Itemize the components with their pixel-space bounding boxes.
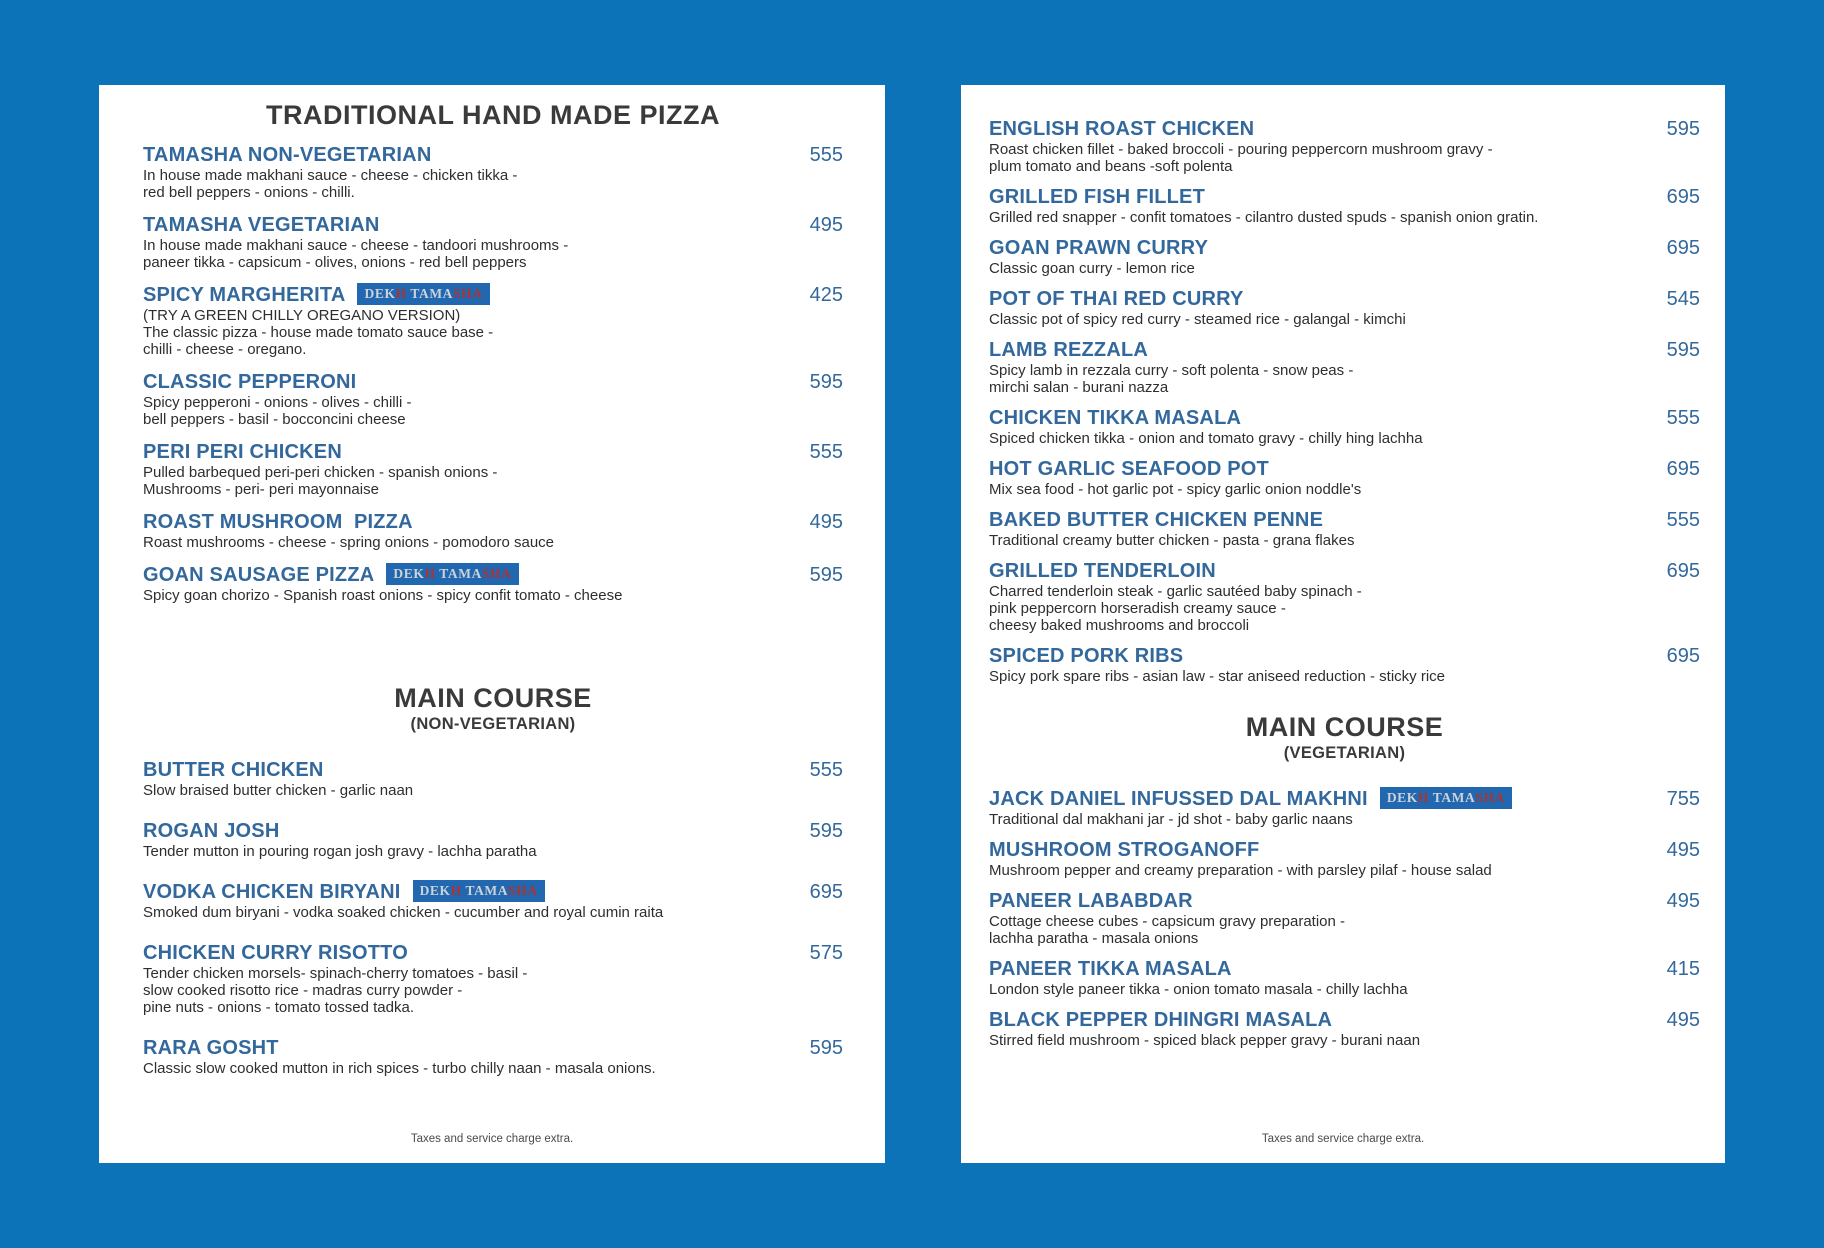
item-description-line: Charred tenderloin steak - garlic sautéed baby spinach - <box>989 583 1362 600</box>
item-description-line: Spicy goan chorizo - Spanish roast onions - spicy confit tomato - cheese <box>143 587 623 604</box>
item-name: POT OF THAI RED CURRY <box>989 288 1244 310</box>
item-price: 555 <box>1666 407 1700 429</box>
item-description-line: mirchi salan - burani nazza <box>989 379 1169 396</box>
menu-item-title-line <box>989 508 1638 532</box>
item-description-line: lachha paratha - masala onions <box>989 930 1199 947</box>
menu-item-title-line <box>143 213 781 237</box>
menu-item-main <box>143 510 791 551</box>
menu-page-left <box>99 85 885 1163</box>
item-description-line: Classic pot of spicy red curry - steamed rice - galangal - kimchi <box>989 311 1406 328</box>
menu-item-title-line <box>989 117 1638 141</box>
menu-page-right <box>961 85 1725 1163</box>
item-name: GRILLED TENDERLOIN <box>989 560 1216 582</box>
item-description-line: In house made makhani sauce - cheese - tandoori mushrooms - <box>143 237 569 254</box>
item-description-line: Tender mutton in pouring rogan josh gravy - lachha paratha <box>143 843 537 860</box>
item-price: 595 <box>809 1037 843 1059</box>
badge-text: SHA <box>453 286 483 301</box>
item-name: RARA GOSHT <box>143 1037 279 1059</box>
item-name: JACK DANIEL INFUSSED DAL MAKHNI <box>989 788 1368 810</box>
item-name: VODKA CHICKEN BIRYANI <box>143 881 401 903</box>
item-name: LAMB REZZALA <box>989 339 1149 361</box>
menu-item-title-line <box>143 563 781 587</box>
item-description-line: Spicy lamb in rezzala curry - soft polenta - snow peas - <box>989 362 1354 379</box>
menu-item-title-line <box>143 143 781 167</box>
menu-item-title-line <box>989 838 1638 862</box>
item-price: 695 <box>809 881 843 903</box>
menu-item <box>143 880 843 921</box>
badge-text: SHA <box>508 883 538 898</box>
menu-item-main <box>989 338 1648 396</box>
badge-text: H <box>395 286 407 301</box>
item-description-line: Spiced chicken tikka - onion and tomato gravy - chilly hing lachha <box>989 430 1423 447</box>
menu-item-main <box>989 117 1648 175</box>
section-heading: TRADITIONAL HAND MADE PIZZA <box>266 100 720 130</box>
menu-item-main <box>143 758 791 799</box>
menu-item <box>989 406 1700 447</box>
item-name: MUSHROOM STROGANOFF <box>989 839 1260 861</box>
item-description-line: Traditional dal makhani jar - jd shot - baby garlic naans <box>989 811 1353 828</box>
item-price: 695 <box>1666 458 1700 480</box>
menu-item-main <box>143 283 791 358</box>
item-price: 495 <box>809 214 843 236</box>
menu-item-main <box>143 370 791 428</box>
badge-text: H <box>450 883 462 898</box>
menu-page-right-sections <box>989 117 1700 1049</box>
item-name: HOT GARLIC SEAFOOD POT <box>989 458 1269 480</box>
dekh-tamasha-badge <box>386 563 518 585</box>
menu-item-main <box>989 644 1648 685</box>
badge-text: DEK <box>419 883 451 898</box>
badge-text: DEK <box>393 566 425 581</box>
item-name: GOAN PRAWN CURRY <box>989 237 1209 259</box>
item-description-line: Cottage cheese cubes - capsicum gravy preparation - <box>989 913 1346 930</box>
item-name: GRILLED FISH FILLET <box>989 186 1206 208</box>
section-heading: MAIN COURSE <box>394 683 592 713</box>
item-description-line: pink peppercorn horseradish creamy sauce - <box>989 600 1286 617</box>
menu-item-title-line <box>989 889 1638 913</box>
menu-item-title-line <box>989 406 1638 430</box>
menu-item <box>989 957 1700 998</box>
menu-item <box>989 117 1700 175</box>
dekh-tamasha-badge <box>413 880 545 902</box>
menu-item <box>143 758 843 799</box>
tax-footer-right: Taxes and service charge extra. <box>1261 1133 1425 1145</box>
item-price: 555 <box>1666 509 1700 531</box>
item-name: BUTTER CHICKEN <box>143 759 324 781</box>
menu-item <box>989 1008 1700 1049</box>
menu-item <box>143 213 843 271</box>
item-price: 595 <box>1666 118 1700 140</box>
item-price: 555 <box>809 441 843 463</box>
item-price: 695 <box>1666 560 1700 582</box>
item-description-line: pine nuts - onions - tomato tossed tadka. <box>143 999 414 1016</box>
item-description-line: paneer tikka - capsicum - olives, onions - red bell peppers <box>143 254 527 271</box>
item-description-line: Slow braised butter chicken - garlic naan <box>143 782 414 799</box>
item-price: 555 <box>809 759 843 781</box>
menu-item-main <box>143 143 791 201</box>
menu-item <box>989 185 1700 226</box>
item-description-line: Mushroom pepper and creamy preparation - with parsley pilaf - house salad <box>989 862 1492 879</box>
menu-item <box>143 143 843 201</box>
menu-item-main <box>989 236 1648 277</box>
dekh-tamasha-badge <box>1380 787 1512 809</box>
item-description-line: Mix sea food - hot garlic pot - spicy garlic onion noddle's <box>989 481 1362 498</box>
item-description-line: Tender chicken morsels- spinach-cherry tomatoes - basil - <box>143 965 528 982</box>
item-description-line: In house made makhani sauce - cheese - chicken tikka - <box>143 167 518 184</box>
menu-item-main <box>143 1036 791 1077</box>
menu-item-main <box>143 440 791 498</box>
item-price: 415 <box>1666 958 1700 980</box>
menu-item-title-line <box>143 440 781 464</box>
menu-section <box>989 117 1700 685</box>
menu-section <box>989 711 1700 1049</box>
item-description-line: London style paneer tikka - onion tomato masala - chilly lachha <box>989 981 1408 998</box>
menu-item <box>143 819 843 860</box>
item-description-line: Roast mushrooms - cheese - spring onions - pomodoro sauce <box>143 534 555 551</box>
item-description-line: Pulled barbequed peri-peri chicken - spanish onions - <box>143 464 498 481</box>
menu-item-title-line <box>143 758 781 782</box>
menu-item-title-line <box>989 644 1638 668</box>
item-name: ROGAN JOSH <box>143 820 280 842</box>
menu-item-title-line <box>989 957 1638 981</box>
item-name: SPICY MARGHERITA <box>143 284 346 306</box>
menu-item <box>143 563 843 604</box>
item-description-line: cheesy baked mushrooms and broccoli <box>989 617 1250 634</box>
item-price: 495 <box>1666 1009 1700 1031</box>
menu-section <box>143 99 843 604</box>
item-name: SPICED PORK RIBS <box>989 645 1184 667</box>
item-description-line: plum tomato and beans -soft polenta <box>989 158 1233 175</box>
menu-item <box>989 559 1700 634</box>
menu-item-title-line <box>143 510 781 534</box>
item-name: CLASSIC PEPPERONI <box>143 371 357 393</box>
item-price: 595 <box>809 820 843 842</box>
item-name: TAMASHA NON-VEGETARIAN <box>143 144 432 166</box>
item-name: GOAN SAUSAGE PIZZA <box>143 564 375 586</box>
menu-item-title-line <box>143 941 781 965</box>
item-description-line: Stirred field mushroom - spiced black pepper gravy - burani naan <box>989 1032 1421 1049</box>
menu-item-main <box>989 838 1648 879</box>
item-price: 595 <box>1666 339 1700 361</box>
item-description-line: chilli - cheese - oregano. <box>143 341 307 358</box>
menu-item-main <box>989 287 1648 328</box>
item-name: TAMASHA VEGETARIAN <box>143 214 380 236</box>
item-description-line: Smoked dum biryani - vodka soaked chicken - cucumber and royal cumin raita <box>143 904 664 921</box>
menu-item <box>143 440 843 498</box>
menu-item-main <box>143 563 791 604</box>
menu-item-title-line <box>989 236 1638 260</box>
badge-text: TAMA <box>435 566 482 581</box>
badge-text: SHA <box>1475 790 1505 805</box>
menu-item-title-line <box>143 1036 781 1060</box>
item-name: CHICKEN CURRY RISOTTO <box>143 942 408 964</box>
item-name: PANEER TIKKA MASALA <box>989 958 1232 980</box>
item-price: 595 <box>809 371 843 393</box>
menu-item-main <box>143 819 791 860</box>
menu-item-main <box>989 787 1648 828</box>
menu-item-main <box>143 880 791 921</box>
menu-item-title-line <box>989 787 1638 811</box>
section-heading: MAIN COURSE <box>1245 712 1444 742</box>
badge-text: H <box>424 566 436 581</box>
menu-item <box>989 338 1700 396</box>
menu-item-title-line <box>143 370 781 394</box>
item-description-line: Spicy pork spare ribs - asian law - star aniseed reduction - sticky rice <box>989 668 1446 685</box>
item-description-line: Grilled red snapper - confit tomatoes - cilantro dusted spuds - spanish onion gratin. <box>989 209 1539 226</box>
menu-item-main <box>989 957 1648 998</box>
item-description-line: bell peppers - basil - bocconcini cheese <box>143 411 406 428</box>
menu-page-left-sections <box>143 99 843 1077</box>
menu-item-main <box>989 508 1648 549</box>
item-price: 495 <box>1666 839 1700 861</box>
item-description-line: red bell peppers - onions - chilli. <box>143 184 355 201</box>
menu-item <box>989 236 1700 277</box>
menu-item-main <box>989 457 1648 498</box>
item-description-line: Classic goan curry - lemon rice <box>989 260 1195 277</box>
menu-item-main <box>989 185 1648 226</box>
item-price: 425 <box>809 284 843 306</box>
menu-item-title-line <box>143 283 781 307</box>
menu-item <box>989 508 1700 549</box>
menu-item-main <box>143 213 791 271</box>
item-description-line: Mushrooms - peri- peri mayonnaise <box>143 481 379 498</box>
menu-item-title-line <box>989 559 1638 583</box>
item-name: BLACK PEPPER DHINGRI MASALA <box>989 1009 1333 1031</box>
menu-item-main <box>989 559 1648 634</box>
item-description-line: Roast chicken fillet - baked broccoli - pouring peppercorn mushroom gravy - <box>989 141 1493 158</box>
menu-item <box>989 838 1700 879</box>
menu-item <box>143 941 843 1016</box>
item-description-line: The classic pizza - house made tomato sauce base - <box>143 324 494 341</box>
item-name: CHICKEN TIKKA MASALA <box>989 407 1242 429</box>
menu-item-title-line <box>989 287 1638 311</box>
item-description-line: slow cooked risotto rice - madras curry powder - <box>143 982 463 999</box>
menu-item <box>989 644 1700 685</box>
menu-item <box>143 283 843 358</box>
item-name: ROAST MUSHROOM PIZZA <box>143 511 413 533</box>
badge-text: SHA <box>481 566 512 581</box>
menu-item <box>989 287 1700 328</box>
menu-item-main <box>989 1008 1648 1049</box>
menu-item-title-line <box>989 1008 1638 1032</box>
menu-item <box>143 370 843 428</box>
menu-item <box>989 457 1700 498</box>
item-name: PERI PERI CHICKEN <box>143 441 342 463</box>
dekh-tamasha-badge <box>357 283 489 305</box>
menu-item <box>143 510 843 551</box>
item-price: 575 <box>809 942 843 964</box>
badge-text: TAMA <box>461 883 509 898</box>
item-price: 695 <box>1666 186 1700 208</box>
item-description-line: Traditional creamy butter chicken - pasta - grana flakes <box>989 532 1355 549</box>
badge-text: H <box>1417 790 1429 805</box>
menu-item-main <box>989 889 1648 947</box>
menu-item-main <box>143 941 791 1016</box>
item-price: 695 <box>1666 237 1700 259</box>
menu-item-title-line <box>989 338 1638 362</box>
item-price: 595 <box>809 564 843 586</box>
menu-item <box>989 889 1700 947</box>
item-price: 495 <box>1666 890 1700 912</box>
menu-item-title-line <box>989 457 1638 481</box>
item-description-line: Classic slow cooked mutton in rich spices - turbo chilly naan - masala onions. <box>143 1060 656 1077</box>
item-price: 695 <box>1666 645 1700 667</box>
menu-item <box>989 787 1700 828</box>
section-subtitle: (NON-VEGETARIAN) <box>410 715 576 733</box>
item-description-line: Spicy pepperoni - onions - olives - chilli - <box>143 394 412 411</box>
menu-item-title-line <box>143 880 781 904</box>
menu-item-main <box>989 406 1648 447</box>
item-price: 495 <box>809 511 843 533</box>
section-subtitle: (VEGETARIAN) <box>1283 744 1406 762</box>
menu-section <box>143 682 843 1077</box>
badge-text: TAMA <box>1429 790 1476 805</box>
badge-text: DEK <box>364 286 396 301</box>
menu-item-title-line <box>989 185 1638 209</box>
menu-item-title-line <box>143 819 781 843</box>
badge-text: TAMA <box>406 286 454 301</box>
item-price: 545 <box>1666 288 1700 310</box>
item-name: ENGLISH ROAST CHICKEN <box>989 118 1255 140</box>
badge-text: DEK <box>1386 790 1418 805</box>
item-name: PANEER LABABDAR <box>989 890 1193 912</box>
item-price: 755 <box>1666 788 1700 810</box>
item-note: (TRY A GREEN CHILLY OREGANO VERSION) <box>143 307 461 324</box>
menu-item <box>143 1036 843 1077</box>
item-price: 555 <box>809 144 843 166</box>
item-name: BAKED BUTTER CHICKEN PENNE <box>989 509 1324 531</box>
tax-footer-left: Taxes and service charge extra. <box>410 1133 574 1145</box>
